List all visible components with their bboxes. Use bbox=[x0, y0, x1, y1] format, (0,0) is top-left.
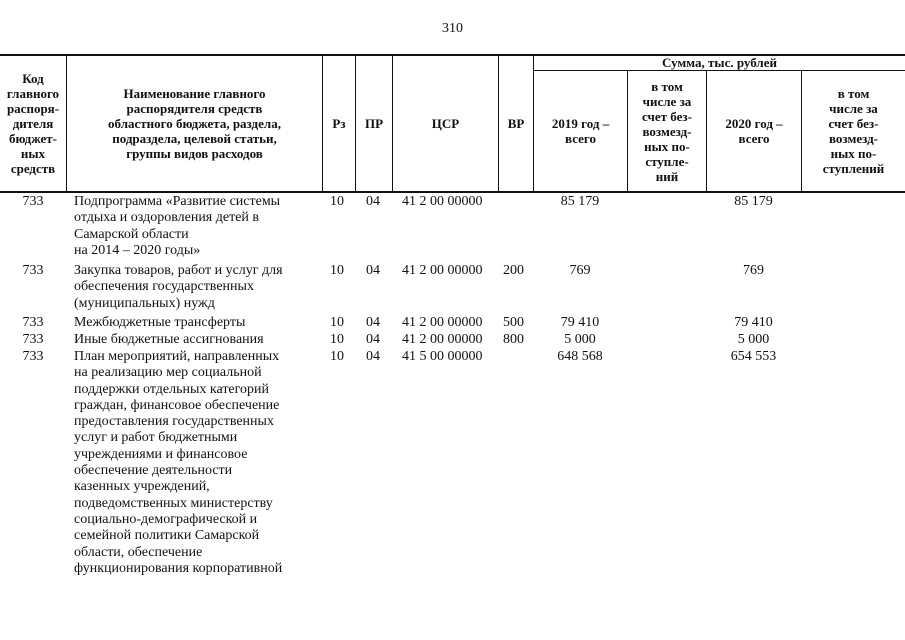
header-rz: Рз bbox=[332, 115, 346, 131]
row-code: 733 bbox=[22, 194, 44, 209]
row-pr: 04 bbox=[366, 332, 380, 347]
row-rz: 10 bbox=[330, 349, 344, 364]
header-vr: ВР bbox=[507, 115, 525, 131]
row-2020-total: 79 410 bbox=[734, 315, 773, 330]
row-name: Подпрограмма «Развитие системы отдыха и оздоровления детей в Самарской области на 2014 – 2020 годы» bbox=[74, 194, 281, 258]
row-rz: 10 bbox=[330, 263, 344, 278]
row-vr: 800 bbox=[503, 332, 524, 347]
row-pr: 04 bbox=[366, 315, 380, 330]
header-pr: ПР bbox=[364, 115, 384, 131]
row-code: 733 bbox=[22, 349, 44, 364]
row-2019-total: 769 bbox=[569, 263, 591, 278]
header-2019-total: 2019 год – всего bbox=[551, 116, 610, 146]
header-sum: Сумма, тыс. рублей bbox=[662, 55, 777, 70]
header-2020-grants: в том числе за счет без- возмезд- ных по- ступлений bbox=[822, 86, 885, 176]
row-csr: 41 2 00 00000 bbox=[402, 194, 483, 209]
row-pr: 04 bbox=[366, 263, 380, 278]
row-2019-total: 648 568 bbox=[557, 349, 603, 364]
row-rz: 10 bbox=[330, 194, 344, 209]
row-csr: 41 2 00 00000 bbox=[402, 332, 483, 347]
row-rz: 10 bbox=[330, 315, 344, 330]
row-name: План мероприятий, направленных на реализацию мер социальной поддержки отдельных категорий граждан, финансовое обеспечение предоставления государственных услуг и работ бюджетными учреждениями и финансовое обеспечение деятельности казенных учреждений, подведомственных министерству социально-демографической и семейной политики Самарской области, обеспечение функционирования корпоративной bbox=[74, 349, 283, 576]
row-2020-total: 654 553 bbox=[730, 349, 777, 364]
row-name: Межбюджетные трансферты bbox=[74, 315, 246, 330]
row-2020-total: 5 000 bbox=[737, 332, 770, 347]
header-2019-grants: в том числе за счет без- возмезд- ных по- ступле- ний bbox=[642, 78, 692, 184]
row-csr: 41 2 00 00000 bbox=[402, 263, 483, 278]
row-2020-total: 85 179 bbox=[734, 194, 773, 209]
header-2020-total: 2020 год – всего bbox=[725, 116, 783, 146]
row-code: 733 bbox=[22, 315, 44, 330]
row-pr: 04 bbox=[366, 349, 380, 364]
row-vr: 500 bbox=[503, 315, 524, 330]
row-2019-total: 5 000 bbox=[564, 332, 596, 347]
header-code: Код главного распоря- дителя бюджет- ных средств bbox=[6, 70, 60, 176]
header-name: Наименование главного распорядителя средств областного бюджета, раздела, подраздела, целевой статьи, группы видов расходов bbox=[108, 85, 281, 161]
row-name: Иные бюджетные ассигнования bbox=[74, 332, 264, 347]
header-csr: ЦСР bbox=[431, 115, 460, 131]
page-number: 310 bbox=[442, 21, 463, 36]
row-code: 733 bbox=[22, 332, 44, 347]
row-csr: 41 2 00 00000 bbox=[402, 315, 483, 330]
row-csr: 41 5 00 00000 bbox=[402, 349, 483, 364]
row-2019-total: 79 410 bbox=[560, 315, 600, 330]
row-code: 733 bbox=[22, 263, 44, 278]
row-vr: 200 bbox=[503, 263, 524, 278]
row-pr: 04 bbox=[366, 194, 380, 209]
row-2020-total: 769 bbox=[743, 263, 764, 278]
row-rz: 10 bbox=[330, 332, 344, 347]
row-2019-total: 85 179 bbox=[560, 194, 600, 209]
row-name: Закупка товаров, работ и услуг для обеспечения государственных (муниципальных) нужд bbox=[74, 263, 283, 311]
table-header bbox=[0, 54, 905, 192]
